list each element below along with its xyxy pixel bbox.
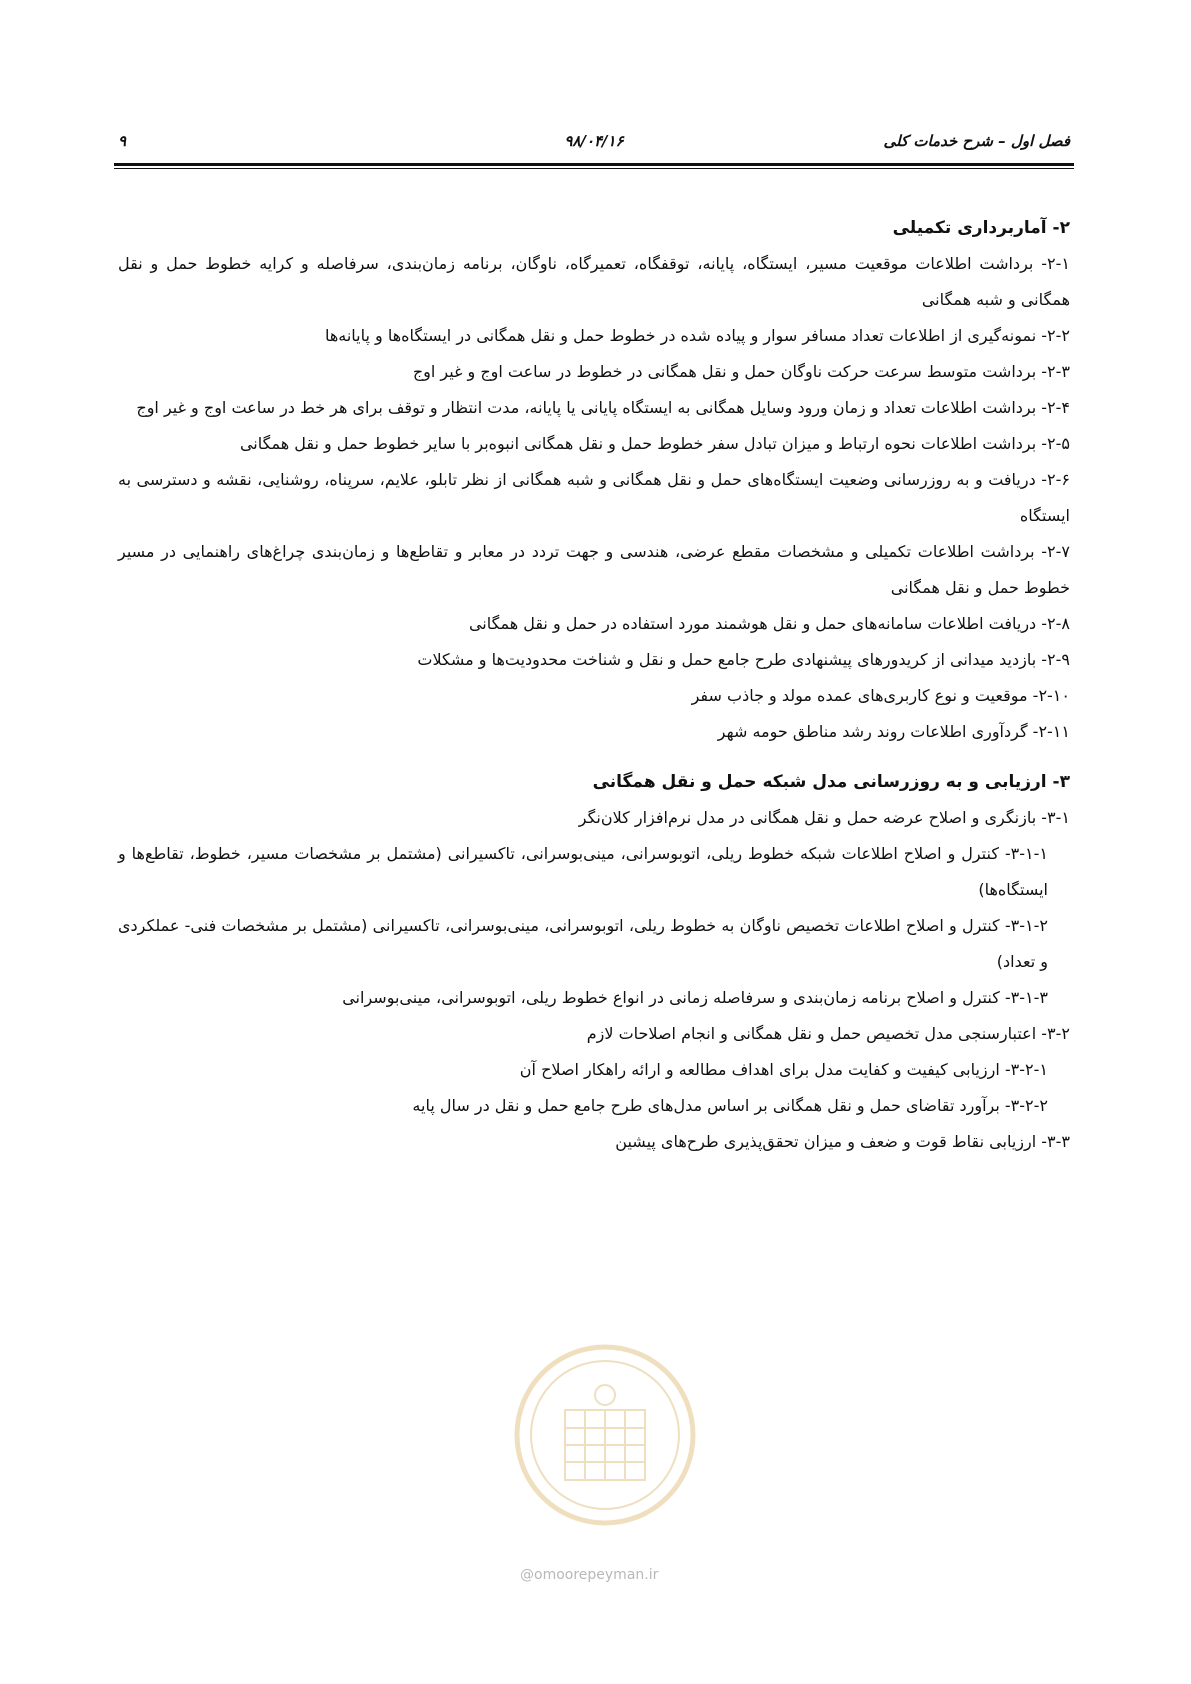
document-body [118,210,1070,1160]
item-3-1: ۳-۱- بازنگری و اصلاح عرضه حمل و نقل همگانی در مدل نرم‌افزار کلان‌نگر [578,808,1070,827]
item-2-9: ۲-۹- بازدید میدانی از کریدورهای پیشنهادی طرح جامع حمل و نقل و شناخت محدودیت‌ها و مشکلات [417,650,1070,669]
item-3-2-2: ۳-۲-۲- برآورد تقاضای حمل و نقل همگانی بر اساس مدل‌های طرح جامع حمل و نقل در سال پایه [412,1096,1048,1115]
item-3-1-1: ۳-۱-۱- کنترل و اصلاح اطلاعات شبکه خطوط ریلی، اتوبوسرانی، مینی‌بوسرانی، تاکسیرانی (مشتمل بر مشخصات مسیر، خطوط، تقاطع‌ها و ایستگاه‌ها) [118,844,1048,899]
item-2-11: ۲-۱۱- گردآوری اطلاعات روند رشد مناطق حومه شهر [717,722,1070,741]
item-2-4: ۲-۴- برداشت اطلاعات تعداد و زمان ورود وسایل همگانی به ایستگاه پایانی یا پایانه، مدت انتظار و توقف برای هر خط در ساعت اوج و غیر اوج [136,398,1070,417]
item-2-3: ۲-۳- برداشت متوسط سرعت حرکت ناوگان حمل و نقل همگانی در خطوط در ساعت اوج و غیر اوج [412,362,1070,381]
item-2-8: ۲-۸- دریافت اطلاعات سامانه‌های حمل و نقل هوشمند مورد استفاده در حمل و نقل همگانی [468,614,1070,633]
item-3-1-3: ۳-۱-۳- کنترل و اصلاح برنامه زمان‌بندی و سرفاصله زمانی در انواع خطوط ریلی، اتوبوسرانی، مینی‌بوسرانی [342,988,1048,1007]
watermark-seal [510,1340,700,1530]
item-3-1-2: ۳-۱-۲- کنترل و اصلاح اطلاعات تخصیص ناوگان به خطوط ریلی، اتوبوسرانی، مینی‌بوسرانی، تاکسیرانی (مشتمل بر مشخصات فنی- عملکردی و تعداد) [118,916,1048,971]
item-2-10: ۲-۱۰- موقعیت و نوع کاربری‌های عمده مولد و جاذب سفر [691,686,1070,705]
chapter-title: فصل اول – شرح خدمات کلی [883,132,1070,150]
item-2-1: ۲-۱- برداشت اطلاعات موقعیت مسیر، ایستگاه، پایانه، توقفگاه، تعمیرگاه، ناوگان، برنامه زمان‌بندی، سرفاصله و کرایه خطوط حمل و نقل همگانی و شبه همگانی [118,254,1070,309]
item-2-2: ۲-۲- نمونه‌گیری از اطلاعات تعداد مسافر سوار و پیاده شده در خطوط حمل و نقل همگانی در ایستگاه‌ها و پایانه‌ها [324,326,1070,345]
section-3-heading: ۳- ارزیابی و به روزرسانی مدل شبکه حمل و نقل همگانی [592,772,1070,792]
page-number: ۹ [118,132,127,150]
item-2-7: ۲-۷- برداشت اطلاعات تکمیلی و مشخصات مقطع عرضی، هندسی و جهت تردد در معابر و تقاطع‌ها و زمان‌بندی چراغ‌های راهنمایی در مسیر خطوط حمل و نقل همگانی [118,542,1070,597]
header-rule-thick [114,163,1074,166]
item-2-6: ۲-۶- دریافت و به روزرسانی وضعیت ایستگاه‌های حمل و نقل همگانی و شبه همگانی از نظر تابلو، علایم، سرپناه، روشنایی، نقشه و دسترسی به ایستگاه [118,470,1070,525]
item-3-2: ۳-۲- اعتبارسنجی مدل تخصیص حمل و نقل همگانی و انجام اصلاحات لازم [586,1024,1070,1043]
page-header [118,128,1070,158]
item-2-5: ۲-۵- برداشت اطلاعات نحوه ارتباط و میزان تبادل سفر خطوط حمل و نقل همگانی انبوه‌بر با سایر خطوط حمل و نقل همگانی [239,434,1070,453]
section-2-heading: ۲- آماربرداری تکمیلی [892,218,1070,238]
watermark-site: @omoorepeyman.ir [520,1567,659,1583]
header-rule-thin [114,168,1074,169]
item-3-3: ۳-۳- ارزیابی نقاط قوت و ضعف و میزان تحقق‌پذیری طرح‌های پیشین [615,1132,1070,1151]
item-3-2-1: ۳-۲-۱- ارزیابی کیفیت و کفایت مدل برای اهداف مطالعه و ارائه راهکار اصلاح آن [519,1060,1048,1079]
document-date: ۹۸/۰۴/۱۶ [564,132,624,150]
